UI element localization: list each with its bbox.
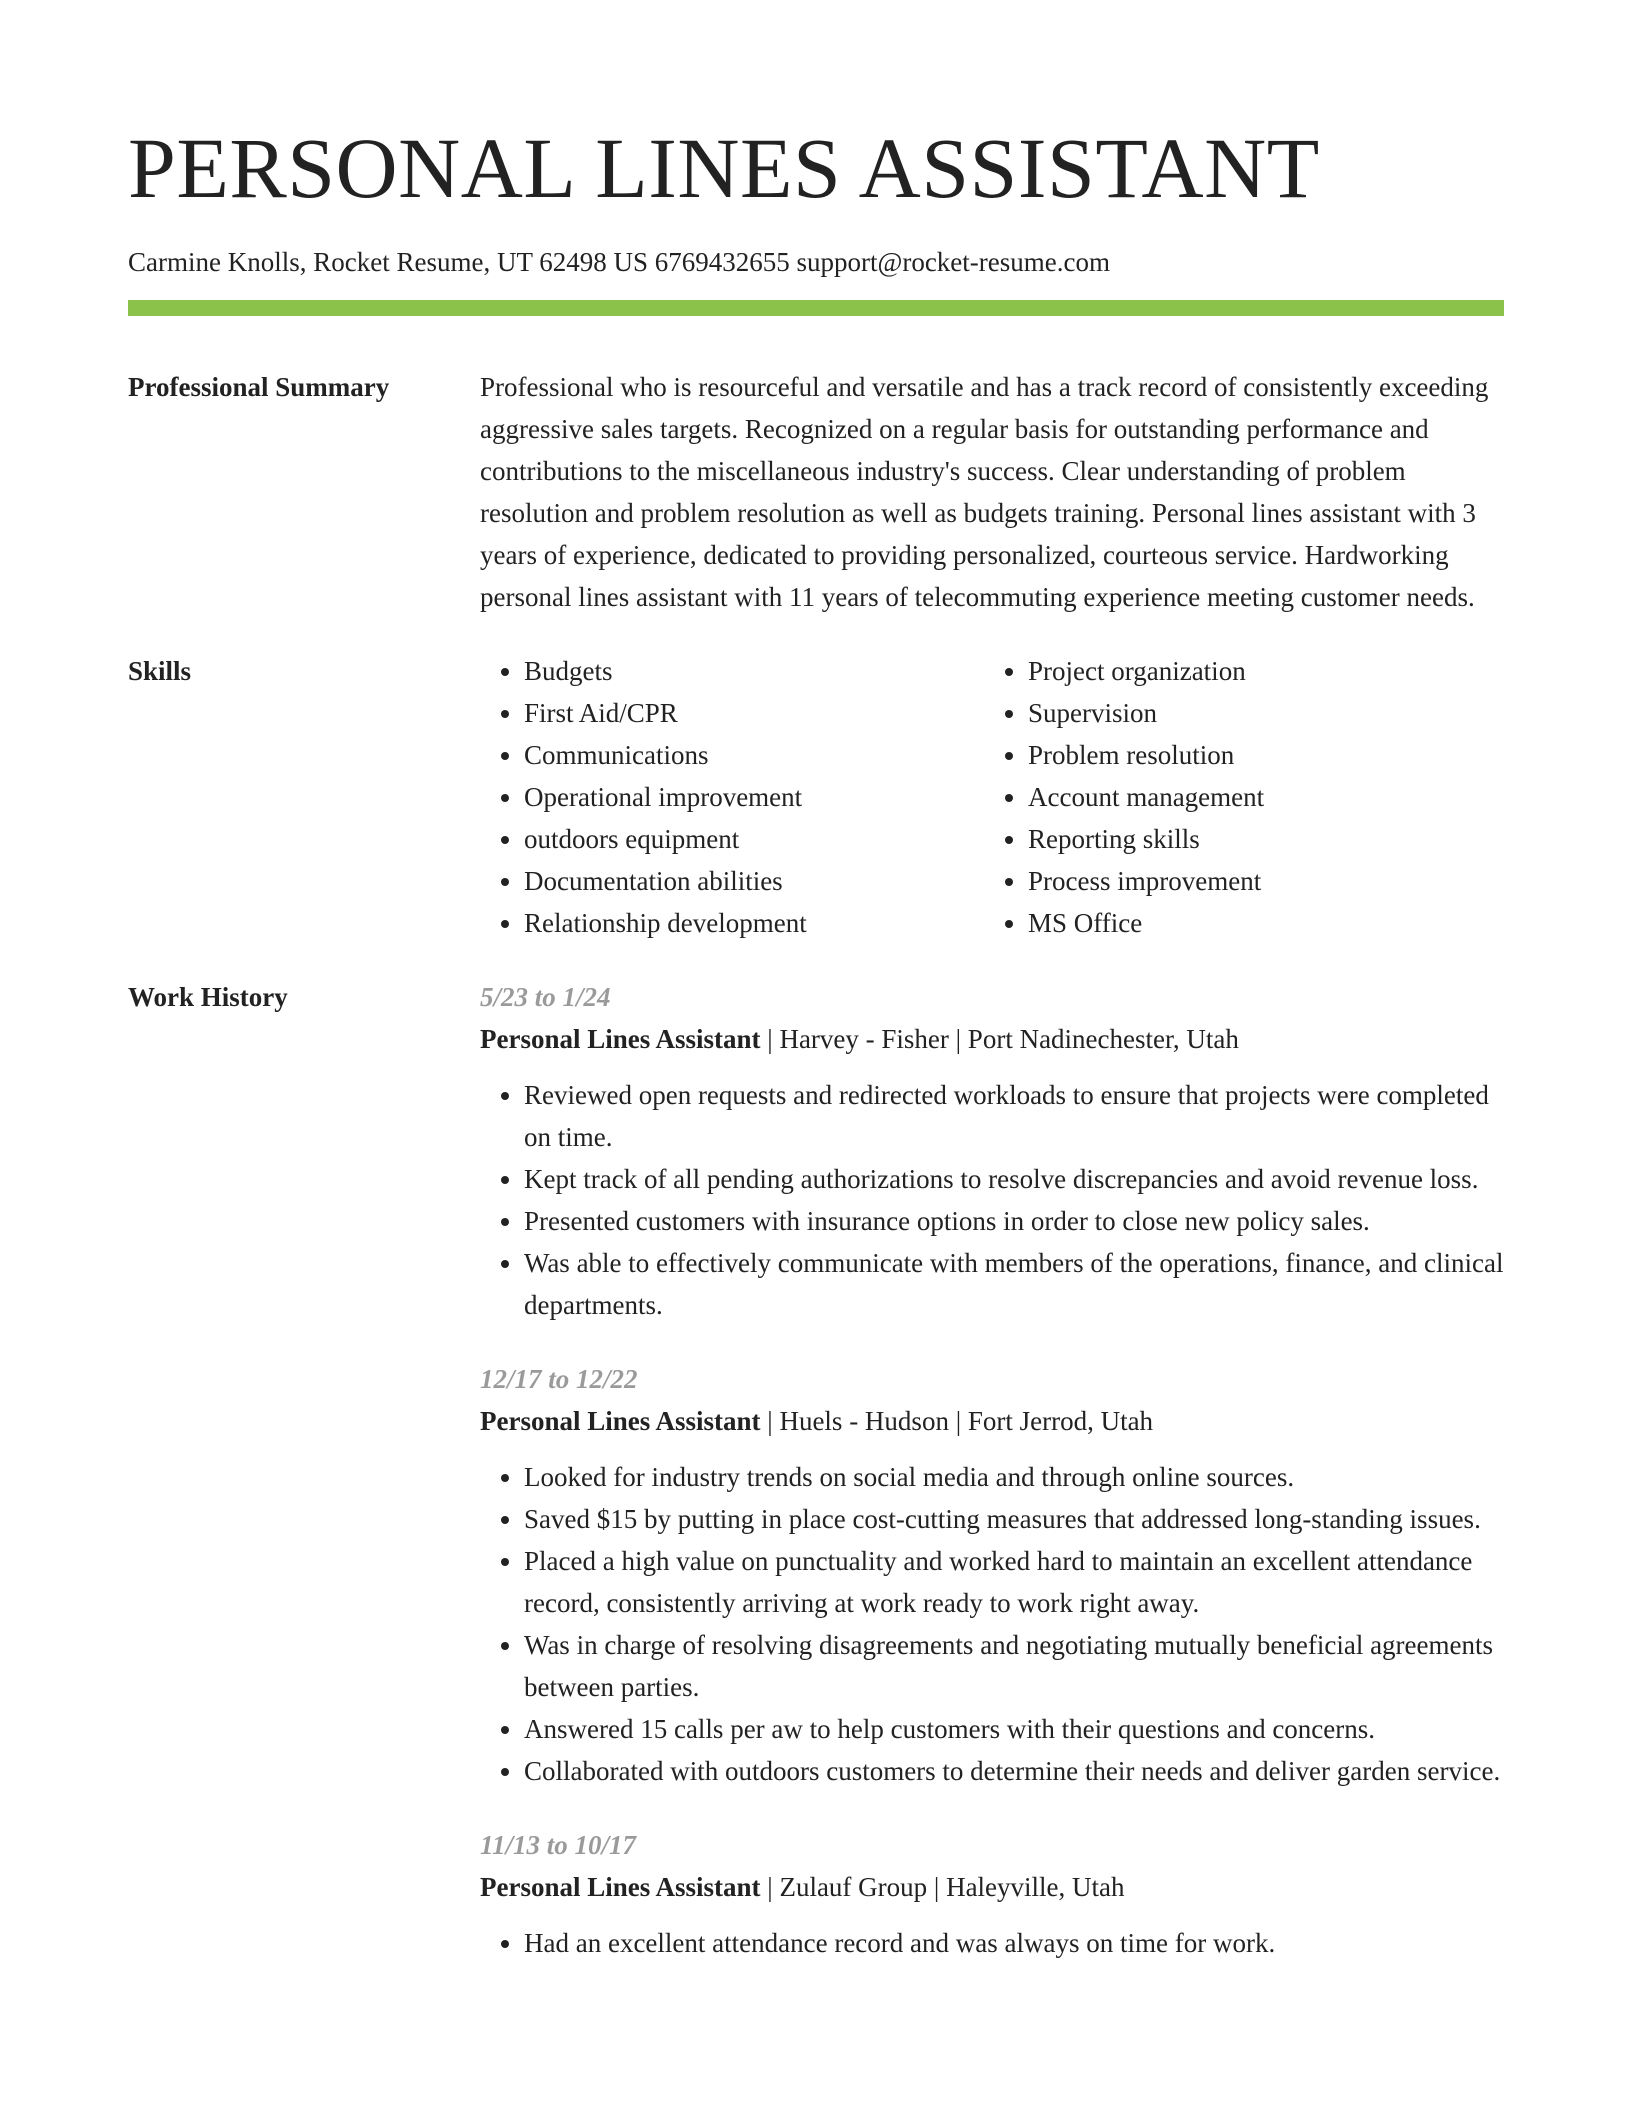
resume-title: PERSONAL LINES ASSISTANT [128,120,1320,216]
contact-line: Carmine Knolls, Rocket Resume, UT 62498 US 6769432655 support@rocket-resume.com [128,247,1110,277]
job-bullet-list [480,1456,1504,1792]
job-dates: 12/17 to 12/22 [480,1364,638,1394]
job-heading [480,1400,1504,1442]
job-heading [480,1866,1504,1908]
header-divider [128,300,1504,316]
resume-page [128,0,1504,1964]
skill-item: • Relationship development [524,902,984,944]
skills-list-right [984,650,1488,944]
job-entry [480,1358,1504,1792]
skill-item: • Communications [524,734,984,776]
job-bullet: • Collaborated with outdoors customers to determine their needs and deliver garden service. [524,1750,1504,1792]
job-details: | Zulauf Group | Haleyville, Utah [760,1872,1125,1902]
summary-label: Professional Summary [128,372,390,402]
skill-item: • Process improvement [1028,860,1488,902]
summary-body [480,366,1504,618]
skill-item: • Project organization [1028,650,1488,692]
skills-list-left [480,650,984,944]
skill-item: • outdoors equipment [524,818,984,860]
job-bullet: • Answered 15 calls per aw to help customers with their questions and concerns. [524,1708,1504,1750]
job-details: | Harvey - Fisher | Port Nadinechester, Utah [760,1024,1239,1054]
job-bullet: • Saved $15 by putting in place cost-cutting measures that addressed long-standing issues. [524,1498,1504,1540]
skills-section [128,650,1504,944]
skill-item: • First Aid/CPR [524,692,984,734]
skills-label: Skills [128,656,192,686]
job-bullet: • Looked for industry trends on social media and through online sources. [524,1456,1504,1498]
job-bullet-list [480,1074,1504,1326]
job-bullet: • Placed a high value on punctuality and worked hard to maintain an excellent attendance record, consistently arriving at work ready to work right away. [524,1540,1504,1624]
summary-text: Professional who is resourceful and versatile and has a track record of consistently exceeding aggressive sales targets. Recognized on a regular basis for outstanding performance and contributions to the miscellaneous industry's success. Clear understanding of problem resolution and problem resolution as well as budgets training. Personal lines assistant with 3 years of experience, dedicated to providing personalized, courteous service. Hardworking personal lines assistant with 11 years of telecommuting experience meeting customer needs. [480,372,1489,612]
skill-item: • Account management [1028,776,1488,818]
job-dates: 11/13 to 10/17 [480,1830,637,1860]
job-bullet: • Presented customers with insurance options in order to close new policy sales. [524,1200,1504,1242]
job-bullet: • Had an excellent attendance record and was always on time for work. [524,1922,1504,1964]
skill-item: • Reporting skills [1028,818,1488,860]
job-bullet: • Was able to effectively communicate with members of the operations, finance, and clinical departments. [524,1242,1504,1326]
job-bullet-list [480,1922,1504,1964]
job-title: Personal Lines Assistant [480,1024,761,1054]
work-history-section [128,976,1504,1964]
job-details: | Huels - Hudson | Fort Jerrod, Utah [760,1406,1154,1436]
skill-item: • Budgets [524,650,984,692]
job-title: Personal Lines Assistant [480,1872,761,1902]
job-bullet: • Kept track of all pending authorizations to resolve discrepancies and avoid revenue loss. [524,1158,1504,1200]
skill-item: • Problem resolution [1028,734,1488,776]
skill-item: • Operational improvement [524,776,984,818]
summary-section [128,366,1504,618]
job-dates: 5/23 to 1/24 [480,982,611,1012]
job-title: Personal Lines Assistant [480,1406,761,1436]
skill-item: • Documentation abilities [524,860,984,902]
job-bullet: • Reviewed open requests and redirected workloads to ensure that projects were completed on time. [524,1074,1504,1158]
skills-body [480,650,1504,944]
job-entry [480,1824,1504,1964]
skill-item: • Supervision [1028,692,1488,734]
job-bullet: • Was in charge of resolving disagreements and negotiating mutually beneficial agreements between parties. [524,1624,1504,1708]
work-history-body [480,976,1504,1964]
job-entry [480,976,1504,1326]
skill-item: • MS Office [1028,902,1488,944]
job-heading [480,1018,1504,1060]
work-history-label: Work History [128,982,288,1012]
